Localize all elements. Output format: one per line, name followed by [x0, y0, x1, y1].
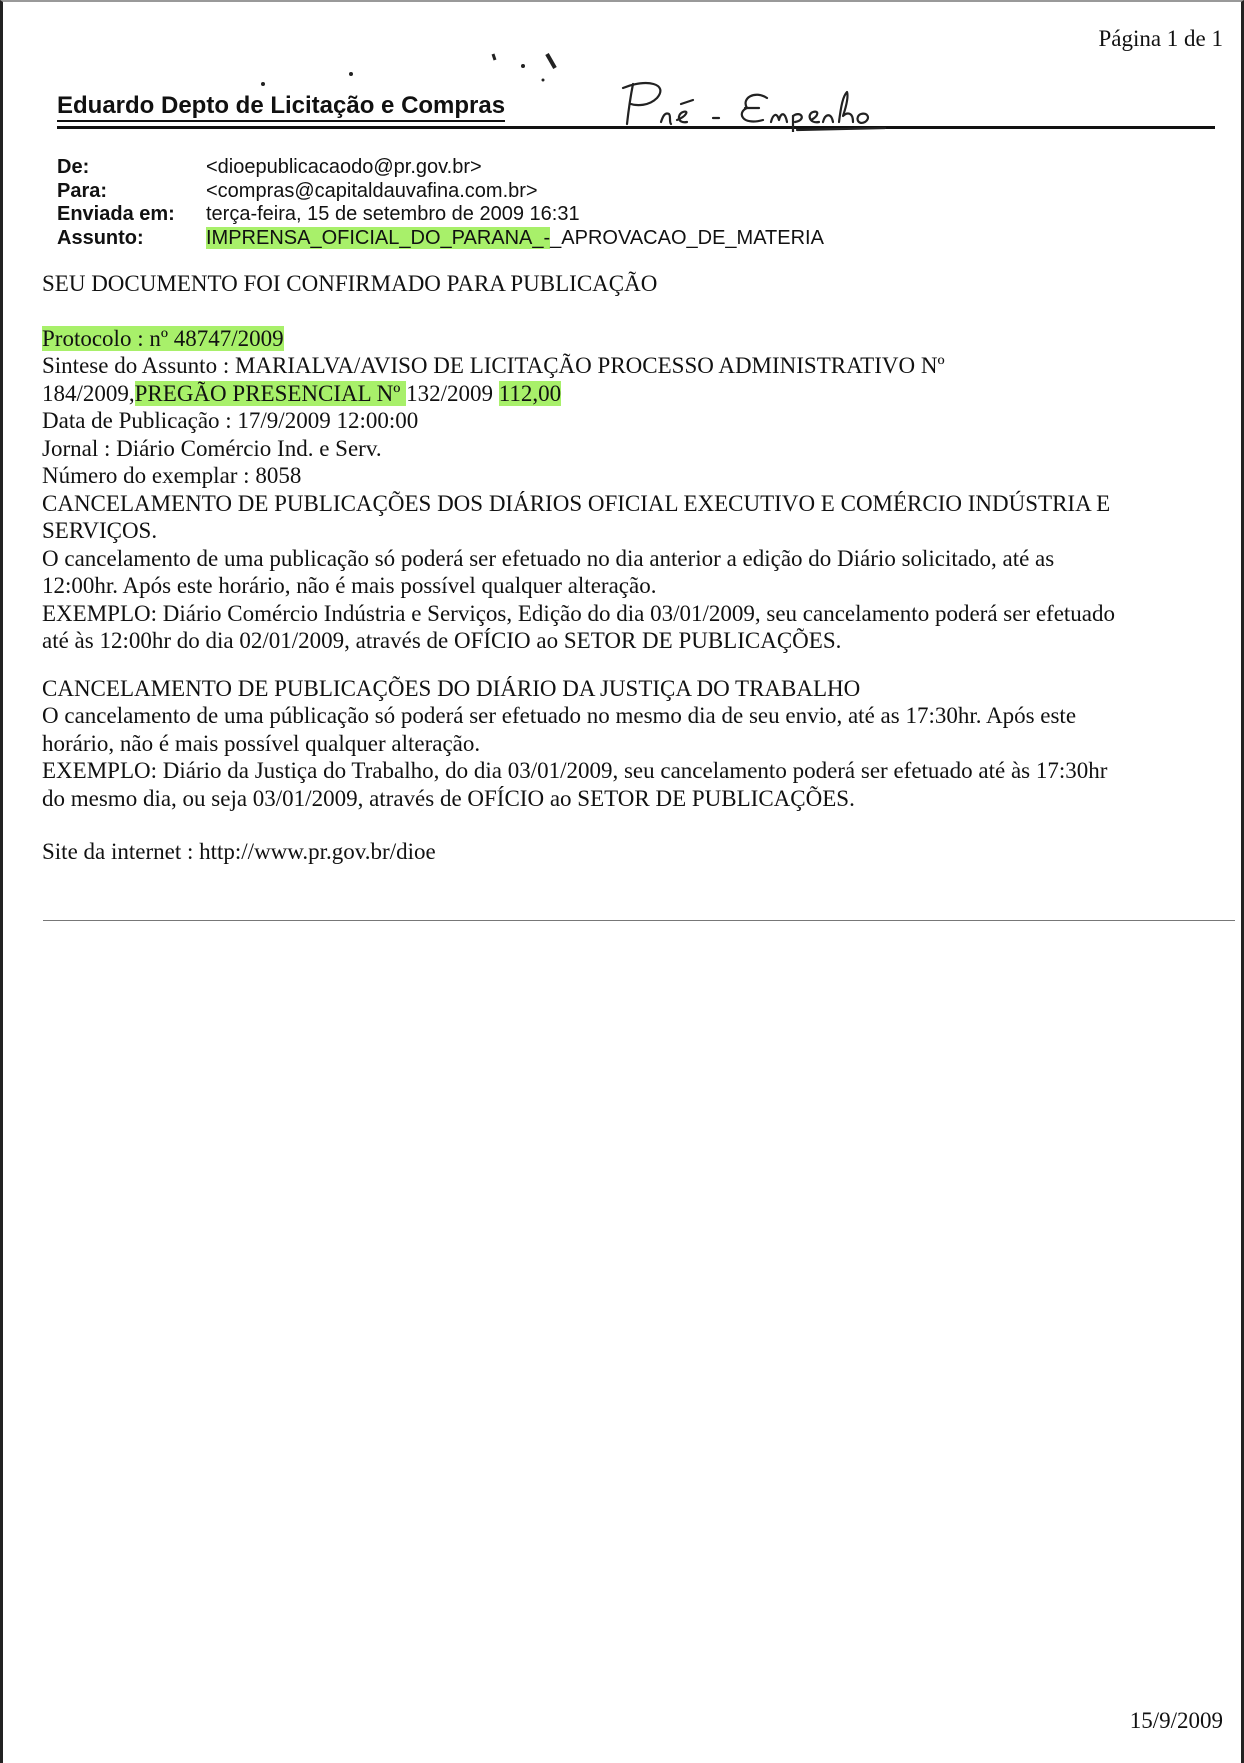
jornal: Jornal : Diário Comércio Ind. e Serv.	[42, 435, 382, 461]
confirmation-text: SEU DOCUMENTO FOI CONFIRMADO PARA PUBLICAÇÃO	[42, 271, 658, 296]
body-divider	[43, 920, 1235, 921]
data-publicacao: Data de Publicação : 17/9/2009 12:00:00	[42, 408, 419, 433]
to-row	[57, 180, 824, 204]
cancel1-example-2: até às 12:00hr do dia 02/01/2009, através de OFÍCIO ao SETOR DE PUBLICAÇÕES.	[42, 628, 842, 653]
from-row	[57, 156, 824, 180]
email-header	[57, 88, 1215, 129]
cancel1-title-1: CANCELAMENTO DE PUBLICAÇÕES DOS DIÁRIOS OFICIAL EXECUTIVO E COMÉRCIO INDÚSTRIA E	[42, 490, 1111, 516]
from-value: <dioepublicacaodo@pr.gov.br>	[206, 156, 482, 178]
from-label: De:	[57, 156, 90, 178]
cancel1-text-2: 12:00hr. Após este horário, não é mais possível qualquer alteração.	[42, 573, 657, 598]
cancel2-text-1: O cancelamento de uma públicação só poderá ser efetuado no mesmo dia de seu envio, até as 17:30hr. Após este	[42, 703, 1077, 728]
email-meta	[57, 156, 824, 250]
numero-exemplar: Número do exemplar : 8058	[42, 463, 302, 488]
sent-row	[57, 203, 824, 227]
cancel1-title-2: SERVIÇOS.	[42, 518, 158, 543]
sintese-process-number: 184/2009,	[42, 380, 135, 406]
to-value: <compras@capitaldauvafina.com.br>	[206, 179, 538, 202]
header-title: Eduardo Depto de Licitação e Compras	[57, 92, 505, 122]
value-highlight: 112,00	[498, 380, 562, 406]
footer-date: 15/9/2009	[1129, 1708, 1223, 1733]
to-label: Para:	[57, 179, 108, 202]
cancel1-example-1: EXEMPLO: Diário Comércio Indústria e Serviços, Edição do dia 03/01/2009, seu cancelamento poderá ser efetuado	[42, 600, 1116, 626]
protocolo-line	[42, 325, 1222, 353]
sent-value: terça-feira, 15 de setembro de 2009 16:31	[206, 203, 580, 225]
subject-label: Assunto:	[57, 226, 144, 249]
sintese-line-2	[42, 380, 1222, 408]
sent-label: Enviada em:	[57, 203, 175, 225]
cancel2-text-2: horário, não é mais possível qualquer alteração.	[42, 730, 481, 756]
subject-row	[57, 227, 824, 251]
subject-value	[206, 227, 824, 251]
email-body	[42, 270, 1222, 866]
cancel2-title: CANCELAMENTO DE PUBLICAÇÕES DO DIÁRIO DA JUSTIÇA DO TRABALHO	[42, 675, 861, 701]
cancel2-example-1: EXEMPLO: Diário da Justiça do Trabalho, do dia 03/01/2009, seu cancelamento poderá ser efetuado até às 17:30hr	[42, 758, 1108, 783]
protocolo-highlight: Protocolo : nº 48747/2009	[42, 325, 284, 351]
subject-highlight: IMPRENSA_OFICIAL_DO_PARANA_-	[206, 226, 551, 249]
site-link-text: Site da internet : http://www.pr.gov.br/dioe	[42, 839, 436, 864]
pregao-highlight: PREGÃO PRESENCIAL Nº	[134, 380, 407, 406]
handwritten-note-pre-empenho	[617, 76, 917, 132]
pregao-number: 132/2009	[406, 380, 499, 406]
page-number: Página 1 de 1	[1098, 26, 1223, 51]
cancel2-example-2: do mesmo dia, ou seja 03/01/2009, através de OFÍCIO ao SETOR DE PUBLICAÇÕES.	[42, 785, 855, 811]
sintese-line-1: Sintese do Assunto : MARIALVA/AVISO DE LICITAÇÃO PROCESSO ADMINISTRATIVO Nº	[42, 353, 945, 378]
subject-rest: _APROVACAO_DE_MATERIA	[550, 226, 824, 249]
cancel1-text-1: O cancelamento de uma publicação só poderá ser efetuado no dia anterior a edição do Diário solicitado, até as	[42, 545, 1055, 571]
